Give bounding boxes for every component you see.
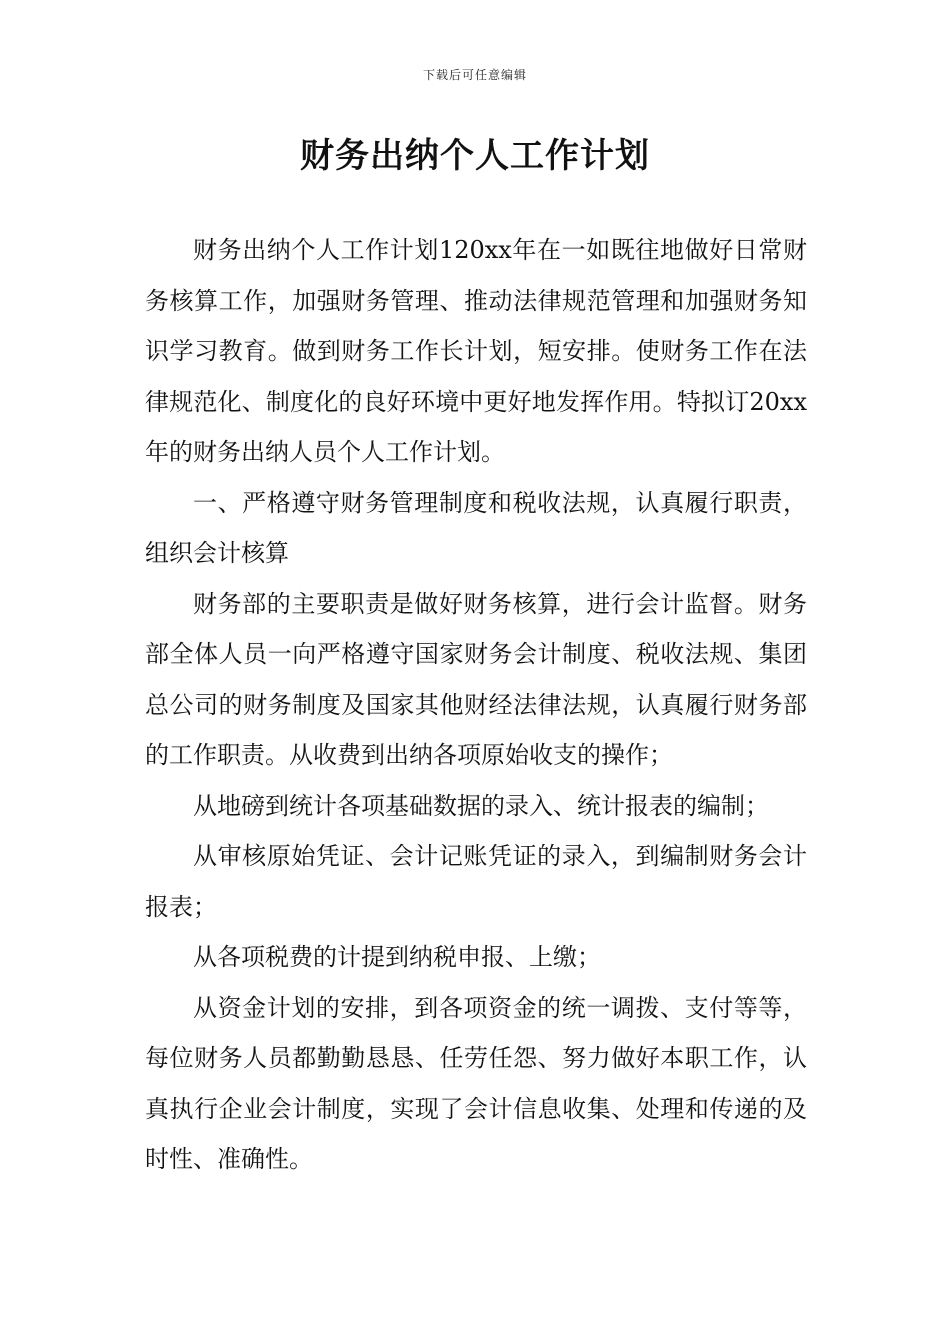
paragraph-weighbridge: 从地磅到统计各项基础数据的录入、统计报表的编制； xyxy=(193,791,769,820)
paragraph-responsibilities: 财务部的主要职责是做好财务核算，进行会计监督。财务部全体人员一向严格遵守国家财务会计制度、税收法规、集团总公司的财务制度及国家其他财经法律法规，认真履行财务部的工作职责。从收费到出纳各项原始收支的操作； xyxy=(145,589,807,769)
header-note: 下载后可任意编辑 xyxy=(422,68,527,82)
paragraph-vouchers: 从审核原始凭证、会计记账凭证的录入，到编制财务会计报表； xyxy=(145,842,807,921)
document-title: 财务出纳个人工作计划 xyxy=(300,136,650,176)
paragraph-intro: 财务出纳个人工作计划120xx年在一如既往地做好日常财务核算工作，加强财务管理、推动法律规范管理和加强财务知识学习教育。做到财务工作长计划，短安排。使财务工作在法律规范化、制度化的良好环境中更好地发挥作用。特拟订20xx年的财务出纳人员个人工作计划。 xyxy=(145,236,807,466)
paragraph-section-heading: 一、严格遵守财务管理制度和税收法规，认真履行职责，组织会计核算 xyxy=(145,488,807,567)
document-body xyxy=(145,225,807,1185)
paragraph-funds: 从资金计划的安排，到各项资金的统一调拨、支付等等，每位财务人员都勤勤恳恳、任劳任怨、努力做好本职工作，认真执行企业会计制度，实现了会计信息收集、处理和传递的及时性、准确性。 xyxy=(145,993,807,1173)
paragraph-taxes: 从各项税费的计提到纳税申报、上缴； xyxy=(193,943,601,971)
